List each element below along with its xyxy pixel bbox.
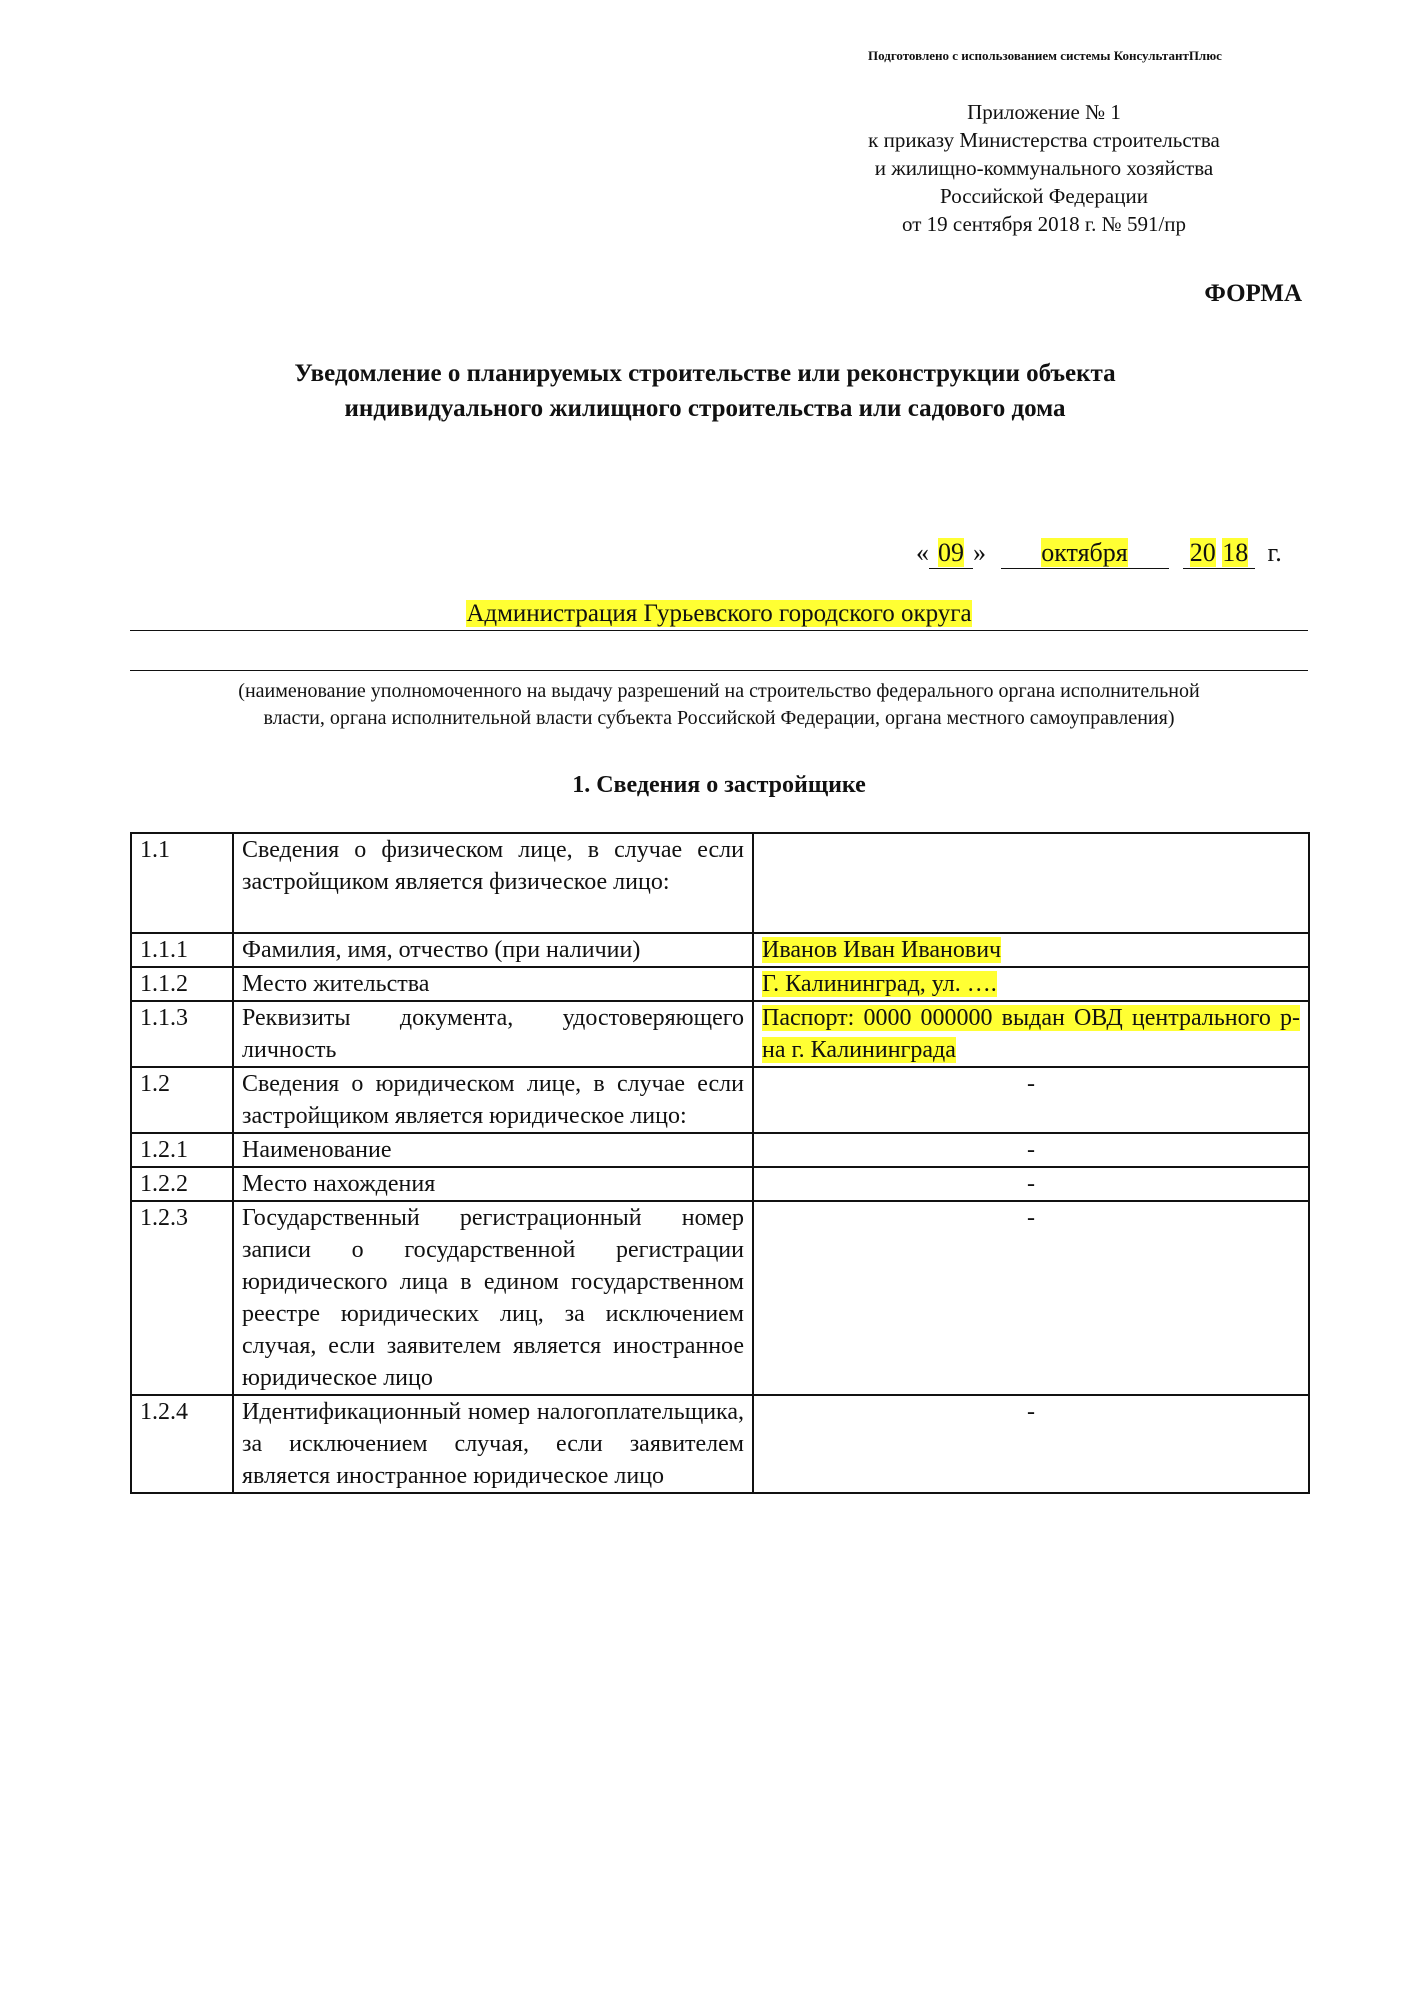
row-value[interactable]: - [753,1133,1309,1167]
row-value-cell[interactable] [753,1001,1309,1067]
row-value[interactable]: - [753,1395,1309,1493]
row-value: Паспорт: 0000 000000 выдан ОВД центрального р-на г. Калининграда [762,1005,1300,1063]
date-century: 20 [1189,538,1216,567]
table-row [131,1167,1309,1201]
appendix-block [794,98,1294,238]
row-label: Фамилия, имя, отчество (при наличии) [233,933,753,967]
agency-field[interactable] [130,598,1308,631]
row-label: Реквизиты документа, удостоверяющего личность [233,1001,753,1067]
row-number: 1.1.2 [131,967,233,1001]
date-year[interactable] [1183,538,1255,569]
agency-caption [130,678,1308,732]
row-value: Г. Калининград, ул. …. [762,971,997,997]
row-value[interactable]: - [753,1201,1309,1395]
date-day[interactable] [929,538,973,569]
row-number: 1.2.4 [131,1395,233,1493]
date-field [916,538,1282,569]
row-label: Сведения о физическом лице, в случае если застройщиком является физическое лицо: [233,833,753,933]
date-close-quote: » [973,538,986,567]
row-value-cell[interactable] [753,967,1309,1001]
row-label: Идентификационный номер налогоплательщика, за исключением случая, если заявителем является иностранное юридическое лицо [233,1395,753,1493]
row-number: 1.1.1 [131,933,233,967]
date-open-quote: « [916,538,929,567]
row-value-cell[interactable] [753,933,1309,967]
row-label: Наименование [233,1133,753,1167]
table-row [131,1201,1309,1395]
table-row [131,1395,1309,1493]
appendix-line: от 19 сентября 2018 г. № 591/пр [901,212,1187,236]
row-number: 1.2.1 [131,1133,233,1167]
row-number: 1.1.3 [131,1001,233,1067]
date-month-value: октября [1041,538,1128,567]
row-value[interactable] [753,833,1309,933]
title-line-2: индивидуального жилищного строительства или садового дома [344,395,1066,422]
agency-name: Администрация Гурьевского городского округа [466,600,972,627]
row-number: 1.2.2 [131,1167,233,1201]
agency-caption-line-2: власти, органа исполнительной власти субъекта Российской Федерации, органа местного самоуправления) [263,707,1175,729]
row-value: Иванов Иван Иванович [762,937,1002,963]
row-value[interactable]: - [753,1067,1309,1133]
row-label: Место жительства [233,967,753,1001]
prepared-note [868,48,1222,64]
table-row [131,967,1309,1001]
date-year-value: 18 [1222,538,1249,567]
row-label: Место нахождения [233,1167,753,1201]
agency-second-line [130,670,1308,671]
agency-caption-line-1: (наименование уполномоченного на выдачу разрешений на строительство федерального органа исполнительной [238,680,1200,702]
prepared-prefix: Подготовлено с использованием системы [868,48,1111,63]
table-row [131,833,1309,933]
table-row [131,1067,1309,1133]
title-line-1: Уведомление о планируемых строительстве или реконструкции объекта [294,360,1116,387]
section-title: 1. Сведения о застройщике [572,772,866,798]
appendix-line: Российской Федерации [940,184,1148,208]
date-month[interactable] [1001,538,1169,569]
row-value[interactable]: - [753,1167,1309,1201]
row-number: 1.2 [131,1067,233,1133]
row-number: 1.2.3 [131,1201,233,1395]
row-label: Сведения о юридическом лице, в случае если застройщиком является юридическое лицо: [233,1067,753,1133]
row-label: Государственный регистрационный номер записи о государственной регистрации юридического лица в едином государственном реестре юридических лиц, за исключением случая, если заявителем является иностранное юридическое лицо [233,1201,753,1395]
table-row [131,1001,1309,1067]
table-row [131,1133,1309,1167]
row-number: 1.1 [131,833,233,933]
developer-info-table [130,832,1310,1494]
appendix-line: Приложение № 1 [967,100,1121,124]
date-day-value: 09 [938,538,964,567]
document-title [130,356,1280,426]
appendix-line: к приказу Министерства строительства [868,128,1220,152]
appendix-line: и жилищно-коммунального хозяйства [874,156,1214,180]
form-label: ФОРМА [1204,280,1302,307]
table-row [131,933,1309,967]
prepared-brand: КонсультантПлюс [1113,48,1222,63]
date-suffix: г. [1267,538,1282,567]
